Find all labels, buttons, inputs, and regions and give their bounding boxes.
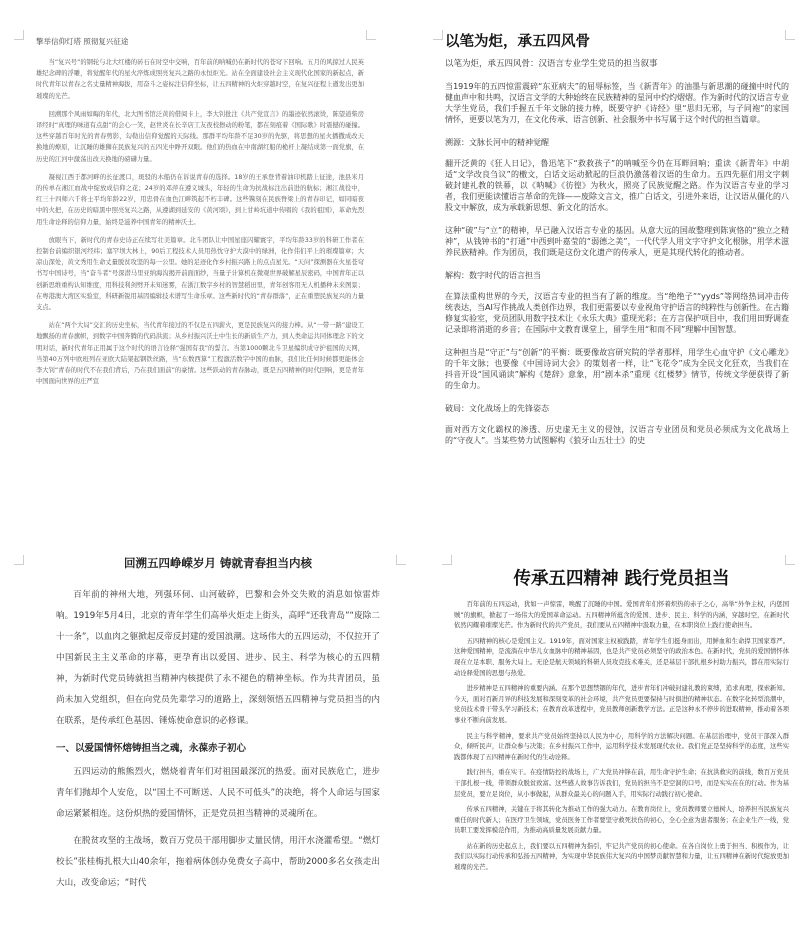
paragraph: 面对西方文化霸权的渗透、历史虚无主义的侵蚀，汉语言专业团员和党员必须成为文化战场上的“守夜人”。当某些势力试图解构《狼牙山五壮士》的史 — [445, 425, 789, 445]
paragraph: 站在新的历史起点上，我们要以五四精神为指引，牢记共产党员的初心使命。在各自岗位上勇于担当、积极作为，让我们以实际行动传承和弘扬五四精神，为实现中华民族伟大复兴的中国梦贡献智慧和力量，让五四精神在新时代绽放更加璀璨的光芒。 — [454, 842, 789, 872]
page-corner-mark — [442, 555, 452, 565]
paragraph: 放眼当下，新时代的青春史诗正在续写壮美篇章。北斗团队让中国星座闪耀寰宇，平均年龄33岁的科研工作者在控制台前编织银河经纬；塞罕坝大林上，90后工程技术人员用热忱守护大漠中的绿洲，化作伟们平上的璀璨篇章；大凉山深处，黄文秀用生命丈量脱贫攻坚的每一公里。她的足迹化作乡村振兴路上的点点星光。“天问”探测器在火星苍穹书写中国诗号，当“奋斗者”号深潜马里亚纳海沟揭开前面面纱，当量子计算机在微观世界破解星辰密码，中国青年正以创新思维重构认知维度，用科技利剑劈开未知迷雾，在浙江数字乡村的智慧稻田里，青年创客用无人机播种未来图景；在粤港澳大湾区实验室，科研新锐用基因编辑技术谱写生命乐章。这些新时代的“青春群落”，正在重塑民族复兴的力量支点。 — [36, 236, 364, 312]
section-heading: 解构：数字时代的语言担当 — [445, 271, 541, 280]
paragraph: 这种“破”与“立”的精神，早已融入汉语言专业的基因。从意大远的国故整理到陈寅恪的“独立之精神”，从钱钟书的“打通”中西到叶嘉莹的“弱德之美”，一代代学人用文字守护文化根脉，用学术滋养民族精神。作为团员，我们既是这份文化遗产的传承人，更是其现代转化的推动者。 — [445, 226, 789, 257]
document-page-3 — [0, 525, 420, 949]
page-corner-mark — [396, 555, 406, 565]
document-page-2 — [419, 0, 809, 520]
paragraph: 翻开泛黄的《狂人日记》，鲁迅笔下“救救孩子”的呐喊至今仍在耳畔回响；重读《新青年》中胡适“文学改良刍议”的檄文，白话文运动掀起的巨浪仍激荡着汉语的生命力。五四先驱们用文字刺破封建礼教的铁幕，以《呐喊》《彷徨》为秋火，照亮了民族觉醒之路。作为汉语言专业的学习者，我们更能读懂语言革命的先锋——废除文言文，推广白话文，引进外来语，让汉语从僵化的八股文中解放，成为承载新思想、新文化的活水。 — [445, 159, 789, 212]
page-title: 以笔为炬，承五四风骨 — [445, 34, 590, 50]
page-title: 传承五四精神 践行党员担当 — [513, 569, 730, 589]
section-heading: 一、以爱国情怀熔铸担当之魂，永葆赤子初心 — [56, 743, 247, 754]
paragraph: 民主与科学精神，要求共产党员始终坚持以人民为中心，用科学的方法解决问题。在基层治理中，党员干部深入群众，倾听民声，让群众参与决策；在乡村振兴工作中，运用科学技术发展现代农业。我们党正是坚持科学的态度，这些实践都体现了五四精神在新时代的生动诠释。 — [454, 732, 789, 761]
section-heading: 溯源：文脉长河中的精神觉醒 — [445, 138, 549, 147]
paragraph: 回溯那个风雨如晦的年代，北大图书馆泛黄的借阅卡上，李大钊批注《共产党宣言》的墨迹依然滚烫，陈望道柴房译经时“真理的味道有点甜”的会心一笑，赵世炎在长辛店工友夜校擦动的粉笔，都在刻痕着《国际歌》时震撼的碰撞。这些穿越百年时光的青春剪影，勾勒出信仰觉醒的天际线。那群平均年龄不足30岁的先驱，将思想的星火播撒成改天换地的燎原，让沉睡的雄狮在民族复兴的五四光中睁开双眼。他们的热血在中南湖红船的桅杆上凝结成第一面党旗，在历史的江河中激荡出改天换地的磅礴力量。 — [36, 110, 364, 163]
document-page-4 — [428, 525, 809, 949]
page-title: 回溯五四峥嵘岁月 铸就青春担当内核 — [123, 556, 312, 570]
page-corner-mark — [366, 30, 376, 40]
paragraph: 凝视江西于都河畔的长征渡口，斑驳的木船仍在诉说青春的选择。18岁的王承登背着油印机踏上征途，池县米月的传单在湘江血战中绽放成信仰之花；24岁的邓萍在遵义城头，年轻的生命为抗战标注出前进的航标；湘江战役中，红三十四师六千将士平均年龄22岁，用忠骨在血色江畔筑起不朽丰碑。这些镌刻在民族脊梁上的青春印记，如同暗夜中的火把，在历史的暗黑中照亮复兴之路，从遵湖到延安的《黄河颂》，到上甘岭坑道中传唱的《我的祖国》，革命先烈用生命诠释的信仰力量，始终是滋养中国青年的精神沃土。 — [36, 173, 364, 226]
page-corner-mark — [785, 30, 795, 40]
page-corner-mark — [785, 555, 795, 565]
paragraph: 当1919年的五四惊雷震碎“东亚病夫”的屈辱标签，当《新青年》的油墨与新思潮的碰撞中时代的健血声中和共鸣，汉语言文学的大种始终在民族精神的星河中灼灼熠熠。作为新时代的汉语言专业大学生党员，我们手握五千年文脉的接力棒，既要守护《诗经》里“思归无邪，与子同袍”的家国情怀，更要以笔为刀，在文化传承、语言创新、社会服务中书写属于这个时代的担当篇章。 — [445, 82, 789, 124]
paragraph: 百年前的五四运动，犹如一声惊雷，唤醒了沉睡的中国。爱国青年们怀着炽热的赤子之心，高举“外争主权，内惩国贼”的旗帜，掀起了一场伟大的爱国革命运动。五四精神所蕴含的爱国、进步、民主、科学的内涵，穿越时空，在新时代依然闪耀着璀璨光芒。作为新时代的共产党员，我们要从五四精神中汲取力量，在本职岗位上践行使命担当。 — [454, 601, 789, 630]
paragraph: 践行担当，重在实干。在疫情防控的战场上，广大党员冲锋在前，用生命守护生命；在抗洪救灾的前线，数百万党员干部扎根一线，带领群众脱贫致富。这些感人故事告诉我们，党员的担当不是空洞的口号，而是实实在在的行动。作为基层党员，要立足岗位，从小事做起，从群众最关心的问题入手，用实际行动践行初心使命。 — [454, 769, 789, 798]
paragraph: 进步精神是五四精神的重要内涵。在那个思想禁锢的年代，进步青年们冲破封建礼教的束缚，追求真理，探索新知。今天，面对百新月异的科技发展和深刻变革的社会环境，共产党员更要保持与时俱进的精神状态。在数字化转型浪潮中，党员技术骨干带头学习新技术；在教育改革进程中，党员教师创新教学方法。正是这种永不停步的进取精神，推动着各项事业不断向前发展。 — [454, 685, 789, 724]
paragraph: 在脱贫攻坚的主战场，数百万党员干部用脚步丈量民情，用汗水浇灌希望。“燃灯校长”张桂梅扎根大山40余年，拖着病体创办免费女子高中，帮助2000多名女孩走出大山，改变命运；“时代 — [56, 836, 380, 888]
page-corner-mark — [14, 555, 24, 565]
page-corner-mark — [433, 30, 443, 40]
paragraph: 这种担当是“守正”与“创新”的平衡：既要像故宫研究院的学者那样，用学生心血守护《文心雕龙》的千年文脉；也要像《中国诗词大会》的策划者一样，让“飞花令”成为全民文化狂欢，当我们在抖音开设“国风诵读”解构《楚辞》意象，用“剧本杀”重现《红楼梦》情节，传统文学便获得了新的生命力。 — [445, 348, 789, 390]
page-subtitle: 以笔为炬，承五四风骨：汉语言专业学生党员的担当叙事 — [445, 59, 658, 69]
paragraph: 站在“两个大局”交汇的历史坐标，当代青年接过的不仅是五四薪火，更是民族复兴的接力棒。从“一带一路”建设工地飘扬的青春旗帜，到数字中国奔腾的代码洪流；从乡村振兴沃土中生长的新质生产力，到人类命运共同体理念下的文明对话，新时代青年正用属于这个时代的语言诠释“强国有我”的誓言。当第1000颗北斗卫星编织成守护祖国的天网，当第40万列中欧班列在亚欧大陆架起钢铁丝路，当“东数西算”工程激活数字中国的血脉，我们比任何时候都更能体会李大钊“青春的时代不在我们背后，乃在我们面前”的豪情。这些跃动的青春脉动，既是五四精神的时代回响，更是青年中国面向世界的庄严宣 — [36, 322, 364, 386]
page-header: 擎举信仰灯塔 照彻复兴征途 — [36, 37, 129, 46]
paragraph: 五四运动的熊熊烈火，燃烧着青年们对祖国最深沉的热爱。面对民族危亡，进步青年们抛却个人安危，以“国土不可断送、人民不可低头”的决绝，将个人命运与国家命运紧紧相连。这份炽热的爱国情怀，正是党员担当精神的灵魂所在。 — [56, 767, 380, 819]
paragraph: 百年前的神州大地，列强环伺、山河破碎，巴黎和会外交失败的消息如惊雷炸响。1919年5月4日，北京的青年学生们高举火炬走上街头，高呼“还我青岛”“废除二十一条”，以血肉之躯掀起反帝反封建的爱国浪潮。这场伟大的五四运动，不仅拉开了中国新民主主义革命的序幕，更孕育出以爱国、进步、民主、科学为核心的五四精神，为新时代党员铸就担当精神内核提供了永不褪色的精神坐标。作为共青团员，虽尚未加入党组织，但在向党员先辈学习的道路上，深刻领悟五四精神与党员担当的内在联系，是传承红色基因、锤炼使命意识的必修课。 — [56, 590, 380, 726]
document-page-1 — [0, 0, 390, 520]
paragraph: 当“复兴号”的钢轮与北大红楼的砖石在时空中交响，百年前的呐喊仍在新时代的苍穹下回响。五月的风掠过人民英雄纪念碑的浮雕，将觉醒年代的星火淬炼成照亮复兴之路的永恒炬光。站在全面建设社会主义现代化国家的新起点，新时代青年以青春之名丈量精神海拔，用奋斗之姿标注信仰坐标，让五四精神的火炬穿越时空，在复兴征程上遒发出更加璀璨的光芒。 — [36, 59, 364, 100]
paragraph: 传承五四精神，关键在于将其转化为推动工作的强大动力。在教育岗位上，党员教师要立德树人，培养担当民族复兴重任的时代新人；在医疗卫生领域，党员医务工作者要坚守救死扶伤的初心，全心全意为患者服务；在企业生产一线，党员职工要发挥模范作用，为推动高质量发展贡献力量。 — [454, 806, 789, 835]
paragraph: 五四精神的核心是爱国主义。1919年，面对国家主权被践踏，青年学生们挺身而出，用鲜血和生命捍卫国家尊严。这种爱国精神，是流淌在中华儿女血脉中的精神基因，也是共产党员必须坚守的政治本色。在新时代，党员的爱国情怀体现在立足本职、服务大局上。无论是航天领域的科研人员攻克技术难关，还是基层干部扎根乡村助力振兴，都在用实际行动诠释爱国的思想与热爱。 — [454, 637, 789, 677]
paragraph: 在算法重构世界的今天，汉语言专业的担当有了新的维度。当“绝绝子”“yyds”等网络热词冲击传统表达，当AI写作挑战人类创作边界，我们更需要以专业视角守护语言的纯粹性与创新性。在古籍修复实验室，党员团队用数字技术让《永乐大典》重现光彩；在方言保护项目中，我们用田野调查记录即将消逝的乡音；在国际中文教育课堂上，留学生用“和而不同”理解中国智慧。 — [445, 292, 789, 334]
section-heading: 破局：文化战场上的先锋姿态 — [445, 404, 549, 413]
page-corner-mark — [14, 30, 24, 40]
